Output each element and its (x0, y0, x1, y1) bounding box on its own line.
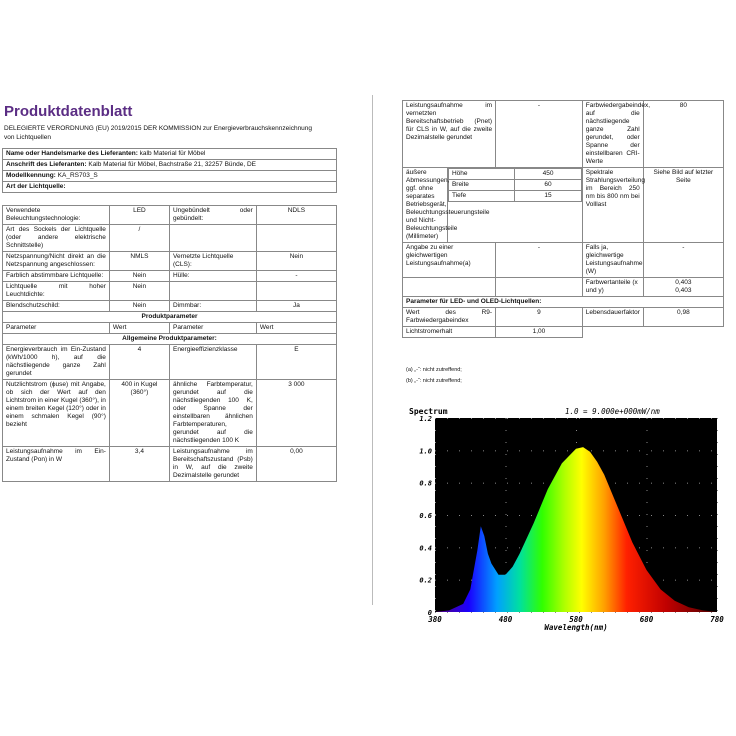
x-tick-label: 780 (710, 615, 724, 624)
grid-dot (651, 515, 652, 516)
grid-dot (591, 612, 592, 613)
grid-dot (555, 612, 556, 613)
grid-dot (531, 515, 532, 516)
grid-dot (717, 502, 718, 503)
table-header-row: Parameter Wert Parameter Wert (3, 323, 337, 334)
grid-dot (471, 450, 472, 451)
grid-dot (627, 418, 628, 419)
grid-dot (435, 562, 436, 563)
grid-dot (506, 454, 507, 455)
grid-dot (459, 547, 460, 548)
grid-dot (507, 515, 508, 516)
grid-dot (435, 478, 436, 479)
grid-dot (506, 538, 507, 539)
grid-dot (717, 574, 718, 575)
grid-dot (651, 450, 652, 451)
grid-dot (506, 430, 507, 431)
grid-dot (615, 418, 616, 419)
grid-dot (459, 450, 460, 451)
grid-dot (506, 526, 507, 527)
grid-dot (717, 538, 718, 539)
grid-dot (495, 612, 496, 613)
grid-dot (531, 483, 532, 484)
grid-dot (506, 490, 507, 491)
grid-dot (699, 612, 700, 613)
y-tick-label: 1.2 (419, 415, 432, 423)
grid-dot (711, 547, 712, 548)
grid-dot (435, 502, 436, 503)
grid-dot (579, 612, 580, 613)
dimensions-subtable: Höhe 450 Breite 60 Tiefe 15 (448, 168, 582, 202)
grid-dot (507, 450, 508, 451)
y-tick-label: 0.6 (419, 512, 432, 520)
grid-dot (717, 610, 718, 611)
grid-dot (543, 450, 544, 451)
grid-dot (555, 450, 556, 451)
grid-dot (717, 466, 718, 467)
led-params-header: Parameter für LED- und OLED-Lichtquellen: (403, 297, 724, 308)
grid-dot (435, 515, 436, 516)
grid-dot (543, 418, 544, 419)
grid-dot (627, 515, 628, 516)
grid-dot (506, 466, 507, 467)
table-row: Blendschutzschild: Nein Dimmbar: Ja (3, 301, 337, 312)
grid-dot (506, 502, 507, 503)
grid-dot (717, 586, 718, 587)
grid-dot (576, 442, 577, 443)
table-row: Leistungsaufnahme im vernetzten Bereitschaftsbetrieb (Pnet) für CLS in W, auf die zweite Dezimalstelle gerundet - Farbwiedergabeindex, auf die nächstliegende ganze Zahl gerundet, oder Spanne der einstellbaren CRI-Werte 80 (403, 101, 724, 168)
grid-dot (435, 598, 436, 599)
table-row: Nutzlichtstrom (ϕuse) mit Angabe, ob sich der Wert auf den Lichtstrom in einer Kugel (360°), in einem breiten Kegel (120°) oder in einem schmalen Kegel (90°) bezieht 400 in Kugel (360°) ähnliche Farbtemperatur, gerundet auf die nächstliegenden 100 K, oder Spanne der einstellbaren ähnlichen Farbtemperaturen, gerundet auf die nächstliegenden 100 K 3 000 (3, 380, 337, 447)
page-divider (372, 95, 373, 605)
grid-dot (555, 418, 556, 419)
grid-dot (651, 483, 652, 484)
grid-dot (519, 612, 520, 613)
grid-dot (519, 450, 520, 451)
grid-dot (663, 547, 664, 548)
grid-dot (435, 466, 436, 467)
grid-dot (717, 562, 718, 563)
grid-dot (471, 612, 472, 613)
grid-dot (639, 418, 640, 419)
grid-dot (687, 515, 688, 516)
grid-dot (663, 483, 664, 484)
grid-dot (495, 450, 496, 451)
grid-dot (647, 538, 648, 539)
grid-dot (675, 580, 676, 581)
grid-dot (507, 612, 508, 613)
grid-dot (647, 430, 648, 431)
grid-dot (647, 526, 648, 527)
grid-dot (651, 612, 652, 613)
grid-dot (591, 418, 592, 419)
grid-dot (663, 515, 664, 516)
grid-dot (717, 454, 718, 455)
grid-dot (663, 418, 664, 419)
grid-dot (483, 612, 484, 613)
grid-dot (459, 483, 460, 484)
grid-dot (506, 442, 507, 443)
grid-dot (447, 612, 448, 613)
grid-dot (435, 490, 436, 491)
grid-dot (435, 610, 436, 611)
y-tick-label: 1.0 (419, 447, 432, 456)
chart-title: Spectrum (409, 407, 448, 416)
grid-dot (447, 483, 448, 484)
grid-dot (447, 547, 448, 548)
grid-dot (647, 466, 648, 467)
grid-dot (639, 450, 640, 451)
grid-dot (717, 442, 718, 443)
grid-dot (506, 478, 507, 479)
grid-dot (435, 550, 436, 551)
grid-dot (576, 430, 577, 431)
supplier-name-row: Name oder Handelsmarke des Lieferanten: kalb Material für Möbel (3, 149, 337, 160)
chart-annotation: 1.0 = 9.000e+000mW/nm (565, 407, 660, 416)
grid-dot (687, 547, 688, 548)
footnote-b: (b) „-“: nicht zutreffend; (406, 378, 462, 384)
grid-dot (471, 515, 472, 516)
grid-dot (507, 483, 508, 484)
grid-dot (495, 515, 496, 516)
grid-dot (447, 515, 448, 516)
grid-dot (435, 454, 436, 455)
grid-dot (717, 490, 718, 491)
grid-dot (647, 562, 648, 563)
grid-dot (647, 550, 648, 551)
grid-dot (531, 450, 532, 451)
grid-dot (519, 418, 520, 419)
grid-dot (699, 418, 700, 419)
grid-dot (435, 442, 436, 443)
y-tick-label: 0 (427, 609, 432, 617)
grid-dot (647, 442, 648, 443)
grid-dot (506, 550, 507, 551)
grid-dot (579, 418, 580, 419)
grid-dot (647, 490, 648, 491)
grid-dot (717, 418, 718, 419)
grid-dot (663, 612, 664, 613)
grid-dot (459, 580, 460, 581)
grid-dot (711, 418, 712, 419)
grid-dot (717, 526, 718, 527)
y-tick-label: 0.4 (419, 544, 432, 553)
grid-dot (663, 580, 664, 581)
table-row: Verwendete Beleuchtungstechnologie: LED Ungebündelt oder gebündelt: NDLS (3, 206, 337, 225)
table-row: Energieverbrauch im Ein-Zustand (kWh/1000 h), auf die nächstliegende ganze Zahl gerundet 4 Energieeffizienzklasse E (3, 345, 337, 380)
spectrum-chart (407, 400, 731, 632)
grid-dot (687, 612, 688, 613)
table-row: Netzspannung/Nicht direkt an die Netzspannung angeschlossen: NMLS Vernetzte Lichtquelle (CLS): Nein (3, 252, 337, 271)
datasheet-page-1 (0, 95, 370, 615)
grid-dot (519, 547, 520, 548)
light-source-table (2, 205, 337, 482)
grid-dot (603, 612, 604, 613)
grid-dot (687, 418, 688, 419)
regulation-subtitle: DELEGIERTE VERORDNUNG (EU) 2019/2015 DER KOMMISSION zur Energieverbrauchskennzeichnung von Lichtquellen (4, 125, 313, 141)
grid-dot (435, 580, 436, 581)
grid-dot (507, 418, 508, 419)
grid-dot (663, 450, 664, 451)
spectrum-chart-svg (407, 400, 731, 632)
grid-dot (483, 418, 484, 419)
grid-dot (615, 450, 616, 451)
grid-dot (717, 430, 718, 431)
grid-dot (687, 580, 688, 581)
grid-dot (483, 515, 484, 516)
grid-dot (543, 483, 544, 484)
supplier-address-row: Anschrift des Lieferanten: Kalb Material für Möbel, Bachstraße 21, 32257 Bünde, DE (3, 160, 337, 171)
grid-dot (639, 483, 640, 484)
footnote-a: (a) „-“: nicht zutreffend; (406, 367, 462, 373)
grid-dot (459, 515, 460, 516)
grid-dot (639, 515, 640, 516)
grid-dot (567, 612, 568, 613)
grid-dot (435, 526, 436, 527)
grid-dot (699, 515, 700, 516)
grid-dot (651, 418, 652, 419)
table-row: Lichtstromerhalt 1,00 (403, 327, 724, 338)
grid-dot (483, 483, 484, 484)
grid-dot (711, 515, 712, 516)
grid-dot (435, 547, 436, 548)
table-row: äußere Abmessungen, ggf. ohne separates Betriebsgerät, Beleuchtungssteuerungsteile und Nicht-Beleuchtungsteile (Millimeter) Höhe 450 Breite 60 Tiefe 15 Spektrale Strahlungsverteilung im Bereich 250 nm bis 800 nm bei Volllast Siehe Bild auf letzter Seite (403, 168, 724, 243)
grid-dot (647, 514, 648, 515)
grid-dot (675, 418, 676, 419)
x-tick-label: 680 (639, 615, 654, 624)
grid-dot (591, 450, 592, 451)
y-tick-label: 0.8 (419, 479, 432, 488)
model-row: Modellkennung: KA_RS703_S (3, 171, 337, 182)
grid-dot (567, 418, 568, 419)
grid-dot (519, 483, 520, 484)
grid-dot (435, 483, 436, 484)
grid-dot (615, 612, 616, 613)
grid-dot (471, 418, 472, 419)
table-row: Art des Sockels der Lichtquelle (oder andere elektrische Schnittstelle) / (3, 225, 337, 252)
light-source-type-row: Art der Lichtquelle: (3, 182, 337, 193)
grid-dot (651, 547, 652, 548)
table-row: Farblich abstimmbare Lichtquelle: Nein Hülle: - (3, 271, 337, 282)
grid-dot (647, 478, 648, 479)
general-params-header: Allgemeine Produktparameter: (3, 334, 337, 345)
table-row: Lichtquelle mit hoher Leuchtdichte: Nein (3, 282, 337, 301)
grid-dot (639, 612, 640, 613)
table-row: Farbwertanteile (x und y) 0,403 0,403 (403, 278, 724, 297)
grid-dot (495, 418, 496, 419)
grid-dot (603, 450, 604, 451)
grid-dot (483, 450, 484, 451)
grid-dot (495, 547, 496, 548)
table-row: Angabe zu einer gleichwertigen Leistungsaufnahme(a) - Falls ja, gleichwertige Leistungsaufnahme (W) - (403, 243, 724, 278)
grid-dot (647, 454, 648, 455)
grid-dot (471, 547, 472, 548)
grid-dot (675, 547, 676, 548)
grid-dot (711, 580, 712, 581)
x-tick-label: 580 (569, 615, 583, 624)
grid-dot (699, 483, 700, 484)
grid-dot (507, 547, 508, 548)
grid-dot (435, 430, 436, 431)
grid-dot (675, 515, 676, 516)
grid-dot (717, 598, 718, 599)
grid-dot (435, 514, 436, 515)
grid-dot (543, 612, 544, 613)
grid-dot (717, 550, 718, 551)
grid-dot (711, 483, 712, 484)
table-row: Wert des R9-Farbwiedergabeindex 9 Lebensdauerfaktor 0,98 (403, 308, 724, 327)
grid-dot (675, 450, 676, 451)
grid-dot (519, 515, 520, 516)
grid-dot (459, 612, 460, 613)
params-table-continued (402, 100, 724, 338)
product-params-header: Produktparameter (3, 312, 337, 323)
grid-dot (699, 547, 700, 548)
grid-dot (447, 580, 448, 581)
grid-dot (627, 612, 628, 613)
grid-dot (447, 418, 448, 419)
grid-dot (687, 483, 688, 484)
grid-dot (435, 574, 436, 575)
grid-dot (639, 547, 640, 548)
grid-dot (627, 483, 628, 484)
grid-dot (717, 514, 718, 515)
grid-dot (603, 418, 604, 419)
grid-dot (699, 450, 700, 451)
grid-dot (711, 450, 712, 451)
supplier-table (2, 148, 337, 193)
page-title: Produktdatenblatt (4, 103, 133, 120)
grid-dot (647, 418, 648, 419)
grid-dot (711, 612, 712, 613)
grid-dot (471, 580, 472, 581)
grid-dot (495, 483, 496, 484)
grid-dot (647, 502, 648, 503)
grid-dot (435, 612, 436, 613)
grid-dot (615, 483, 616, 484)
grid-dot (506, 418, 507, 419)
grid-dot (531, 612, 532, 613)
grid-dot (435, 586, 436, 587)
grid-dot (506, 514, 507, 515)
grid-dot (627, 450, 628, 451)
datasheet-page-2 (400, 98, 725, 388)
grid-dot (576, 418, 577, 419)
grid-dot (531, 418, 532, 419)
grid-dot (435, 450, 436, 451)
grid-dot (506, 562, 507, 563)
x-tick-label: 380 (428, 615, 442, 624)
grid-dot (699, 580, 700, 581)
x-tick-label: 480 (498, 615, 513, 624)
grid-dot (435, 418, 436, 419)
grid-dot (675, 612, 676, 613)
grid-dot (687, 450, 688, 451)
y-tick-label: 0.2 (419, 576, 432, 585)
grid-dot (567, 450, 568, 451)
grid-dot (447, 450, 448, 451)
grid-dot (717, 478, 718, 479)
grid-dot (459, 418, 460, 419)
grid-dot (435, 538, 436, 539)
grid-dot (675, 483, 676, 484)
x-axis-label: Wavelength(nm) (544, 623, 608, 632)
table-row: Leistungsaufnahme im Ein-Zustand (Pon) in W 3,4 Leistungsaufnahme im Bereitschaftszustand (Psb) in W, auf die zweite Dezimalstelle gerundet 0,00 (3, 447, 337, 482)
grid-dot (471, 483, 472, 484)
